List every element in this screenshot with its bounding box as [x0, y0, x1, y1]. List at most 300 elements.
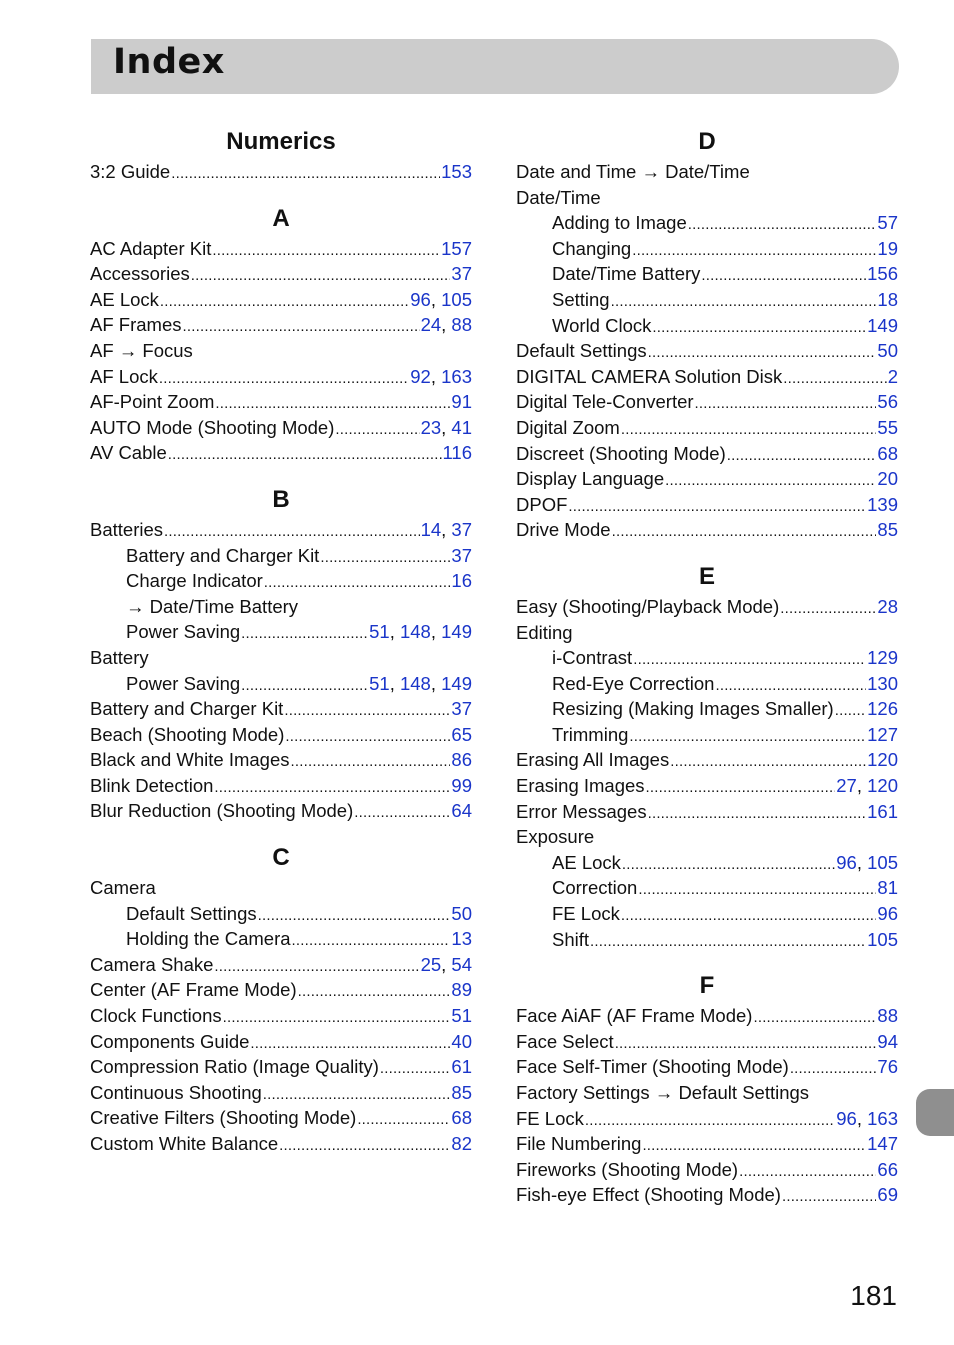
index-subentry [516, 313, 898, 339]
page-link[interactable]: 148 [399, 672, 431, 694]
page-references [877, 901, 898, 927]
page-link[interactable]: 161 [867, 800, 898, 822]
dot-leader [612, 519, 877, 545]
index-entry [516, 466, 898, 492]
entry-label: Beach (Shooting Mode) [90, 723, 285, 745]
dot-leader [335, 417, 419, 443]
page-link[interactable]: 64 [451, 800, 472, 822]
dot-leader [285, 724, 450, 750]
index-subentry [516, 927, 898, 953]
page-link[interactable]: 120 [867, 749, 898, 771]
page-references [421, 517, 472, 543]
entry-label: Camera [90, 877, 156, 899]
entry-label: AUTO Mode (Shooting Mode) [90, 416, 335, 438]
index-entry [90, 696, 472, 722]
page-references [867, 799, 898, 825]
entry-label: AV Cable [90, 442, 167, 464]
page-references [451, 1029, 472, 1055]
page-references [451, 926, 472, 952]
entry-label: Erasing All Images [516, 749, 670, 771]
page-link[interactable]: 37 [451, 698, 472, 720]
entry-label: Face Select [516, 1030, 614, 1052]
page-link[interactable]: 96 [836, 851, 857, 873]
index-title-banner [91, 39, 899, 94]
page-references [451, 1003, 472, 1029]
entry-label: Battery and Charger Kit [90, 698, 284, 720]
dot-leader [160, 289, 409, 315]
index-entry [516, 492, 898, 518]
page-link[interactable]: 69 [877, 1184, 898, 1206]
dot-leader [250, 1031, 450, 1057]
page-separator: , [389, 621, 400, 643]
section-heading: E [698, 562, 715, 590]
entry-label: Erasing Images [516, 775, 645, 797]
page-references [451, 696, 472, 722]
dot-leader [621, 417, 877, 443]
index-entry [516, 338, 898, 364]
index-entry [90, 415, 472, 441]
index-entry [90, 1105, 472, 1131]
entry-label: Digital Tele-Converter [516, 391, 694, 413]
dot-leader [258, 903, 451, 929]
index-entry [90, 261, 472, 287]
entry-label: Date and Time → Date/Time [516, 161, 750, 182]
page-link[interactable]: 40 [451, 1030, 472, 1052]
index-entry [90, 440, 472, 466]
page-references [451, 1131, 472, 1157]
dot-leader [633, 647, 866, 673]
dot-leader [264, 570, 451, 596]
dot-leader [629, 724, 866, 750]
index-entry [516, 517, 898, 543]
index-entry [516, 364, 898, 390]
page-link[interactable]: 129 [867, 647, 898, 669]
index-entry [516, 1029, 898, 1055]
index-entry [516, 389, 898, 415]
page-title: Index [113, 42, 225, 82]
entry-label: Date/Time Battery [552, 263, 701, 285]
index-entry [516, 1157, 898, 1183]
page-link[interactable]: 149 [441, 621, 472, 643]
section-heading: F [699, 972, 715, 1000]
index-entry [516, 773, 898, 799]
page-references [836, 1106, 898, 1132]
index-subentry [516, 671, 898, 697]
page-link[interactable]: 96 [836, 1107, 857, 1129]
dot-leader [652, 315, 866, 341]
entry-label: Blink Detection [90, 774, 214, 796]
dot-leader [642, 1133, 866, 1159]
dot-leader [380, 1056, 451, 1082]
index-subentry [516, 287, 898, 313]
dot-leader [835, 698, 866, 724]
page-link[interactable]: 85 [877, 519, 898, 541]
dot-leader [648, 801, 867, 827]
page-link[interactable]: 19 [877, 237, 898, 259]
dot-leader [568, 494, 866, 520]
page-link[interactable]: 105 [867, 928, 898, 950]
page-references [451, 747, 472, 773]
dot-leader [739, 1159, 876, 1185]
section-heading: A [272, 204, 290, 232]
page-references [410, 287, 472, 313]
index-entry [90, 952, 472, 978]
dot-leader [615, 1031, 877, 1057]
page-link[interactable]: 51 [369, 621, 390, 643]
entry-label: Camera Shake [90, 953, 214, 975]
page-link[interactable]: 41 [451, 416, 472, 438]
page-link[interactable]: 13 [451, 928, 472, 950]
page-link[interactable]: 96 [410, 288, 431, 310]
page-references [877, 466, 898, 492]
entry-label: Charge Indicator [126, 570, 263, 592]
dot-leader [214, 954, 419, 980]
page-references [877, 210, 898, 236]
dot-leader [223, 1005, 451, 1031]
dot-leader [354, 800, 450, 826]
entry-label: Changing [552, 237, 632, 259]
index-subentry [516, 261, 898, 287]
page-link[interactable]: 27 [836, 775, 857, 797]
index-entry [516, 1106, 898, 1132]
index-column-right [516, 120, 898, 1220]
page-link[interactable]: 163 [867, 1107, 898, 1129]
dot-leader [241, 673, 368, 699]
dot-leader [171, 161, 440, 187]
entry-label: DIGITAL CAMERA Solution Disk [516, 365, 783, 387]
page-link[interactable]: 51 [451, 1005, 472, 1027]
page-references [443, 440, 473, 466]
page-references [867, 645, 898, 671]
page-references [877, 338, 898, 364]
dot-leader [212, 238, 440, 264]
page-references [451, 901, 472, 927]
index-subentry [516, 696, 898, 722]
dot-leader [168, 442, 442, 468]
page-references [451, 1105, 472, 1131]
entry-label: Fireworks (Shooting Mode) [516, 1158, 739, 1180]
index-entry [90, 364, 472, 390]
index-subentry [516, 236, 898, 262]
dot-leader [292, 928, 451, 954]
page-references [867, 722, 898, 748]
index-entry [516, 1080, 898, 1106]
entry-label: Clock Functions [90, 1005, 222, 1027]
index-entry [516, 594, 898, 620]
page-link[interactable]: 25 [420, 953, 442, 975]
page-link[interactable]: 156 [867, 263, 898, 285]
entry-label: Exposure [516, 826, 595, 848]
entry-label: Setting [552, 288, 610, 310]
page-references [867, 492, 898, 518]
entry-label: Continuous Shooting [90, 1081, 262, 1103]
page-link[interactable]: 148 [399, 621, 431, 643]
index-entry [90, 1054, 472, 1080]
page-references [867, 261, 898, 287]
page-separator: , [389, 672, 400, 694]
page-link[interactable]: 127 [867, 723, 898, 745]
dot-leader [263, 1082, 451, 1108]
page-references [877, 415, 898, 441]
page-link[interactable]: 24 [420, 314, 442, 336]
entry-label: Battery and Charger Kit [126, 544, 320, 566]
page-link[interactable]: 37 [451, 263, 472, 285]
entry-label: Holding the Camera [126, 928, 291, 950]
entry-label: World Clock [552, 314, 652, 336]
entry-label: Components Guide [90, 1030, 250, 1052]
page-references [877, 1157, 898, 1183]
index-subentry [90, 619, 472, 645]
entry-label: Resizing (Making Images Smaller) [552, 698, 834, 720]
page-link[interactable]: 37 [451, 544, 472, 566]
page-link[interactable]: 147 [867, 1133, 898, 1155]
page-link[interactable]: 81 [877, 877, 898, 899]
page-link[interactable]: 96 [877, 903, 898, 925]
entry-label: Discreet (Shooting Mode) [516, 442, 726, 464]
index-entry [516, 185, 898, 211]
dot-leader [191, 263, 451, 289]
entry-label: Shift [552, 928, 590, 950]
page-references [410, 364, 472, 390]
page-link[interactable]: 68 [877, 442, 898, 464]
page-link[interactable]: 57 [877, 212, 898, 234]
page-references [867, 671, 898, 697]
page-link[interactable]: 28 [877, 595, 898, 617]
page-link[interactable]: 50 [451, 902, 472, 924]
index-entry [90, 977, 472, 1003]
page-references [877, 389, 898, 415]
dot-leader [780, 596, 876, 622]
page-link[interactable]: 149 [441, 672, 472, 694]
page-separator: , [856, 1107, 868, 1129]
page-separator: , [856, 775, 868, 797]
index-entry [516, 799, 898, 825]
index-entry [516, 1054, 898, 1080]
page-link[interactable]: 126 [867, 698, 898, 720]
page-link[interactable]: 66 [877, 1158, 898, 1180]
entry-label: AF-Point Zoom [90, 391, 215, 413]
dot-leader [638, 877, 876, 903]
page-link[interactable]: 149 [867, 314, 898, 336]
page-separator: , [441, 314, 452, 336]
page-link[interactable]: 65 [451, 723, 472, 745]
page-references [441, 236, 472, 262]
entry-label: Face AiAF (AF Frame Mode) [516, 1005, 753, 1027]
section-heading: B [272, 485, 290, 513]
dot-leader [241, 621, 368, 647]
entry-label: FE Lock [552, 903, 620, 925]
dot-leader [298, 979, 451, 1005]
dot-leader [159, 366, 409, 392]
page-link[interactable]: 20 [877, 468, 898, 490]
page-link[interactable]: 61 [451, 1056, 472, 1078]
page-number: 181 [850, 1280, 897, 1311]
index-section [516, 964, 898, 1208]
entry-label: Date/Time [516, 186, 601, 208]
page-references [867, 927, 898, 953]
entry-label: Face Self-Timer (Shooting Mode) [516, 1056, 789, 1078]
entry-label: Adding to Image [552, 212, 687, 234]
entry-label: i-Contrast [552, 647, 633, 669]
page-separator: , [441, 518, 452, 540]
dot-leader [670, 749, 866, 775]
index-entry [90, 773, 472, 799]
dot-leader [320, 545, 450, 571]
page-references [867, 696, 898, 722]
index-entry [516, 1003, 898, 1029]
page-references [441, 159, 472, 185]
page-link[interactable]: 120 [867, 775, 898, 797]
page-link[interactable]: 2 [887, 365, 898, 387]
index-subentry [90, 671, 472, 697]
page-link[interactable]: 18 [877, 288, 898, 310]
entry-label: Error Messages [516, 800, 647, 822]
dot-leader [590, 929, 866, 955]
entry-label: Trimming [552, 723, 629, 745]
entry-label: Power Saving [126, 672, 241, 694]
page-link[interactable]: 88 [877, 1005, 898, 1027]
page-link[interactable]: 51 [369, 672, 390, 694]
index-subentry [90, 543, 472, 569]
index-entry [90, 1080, 472, 1106]
page-link[interactable]: 89 [451, 979, 472, 1001]
entry-label: FE Lock [516, 1107, 584, 1129]
index-section [516, 555, 898, 952]
dot-leader [688, 212, 877, 238]
page-link[interactable]: 105 [867, 851, 898, 873]
entry-label: AF → Focus [90, 339, 193, 361]
page-references [421, 415, 472, 441]
page-references [877, 594, 898, 620]
page-link[interactable]: 163 [441, 365, 472, 387]
section-heading: D [698, 128, 716, 155]
page-link[interactable]: 99 [451, 774, 472, 796]
page-references [877, 1029, 898, 1055]
index-section [90, 836, 472, 1157]
page-link[interactable]: 88 [451, 314, 472, 336]
entry-label: 3:2 Guide [90, 161, 171, 182]
page-references [369, 619, 472, 645]
entry-label: Easy (Shooting/Playback Mode) [516, 595, 780, 617]
index-entry [90, 722, 472, 748]
dot-leader [665, 468, 876, 494]
entry-label: Custom White Balance [90, 1133, 279, 1154]
page-link[interactable]: 105 [441, 288, 472, 310]
page-link[interactable]: 56 [877, 391, 898, 413]
dot-leader [622, 852, 835, 878]
page-link[interactable]: 50 [877, 340, 898, 362]
page-link[interactable]: 85 [451, 1081, 472, 1103]
index-entry [90, 645, 472, 671]
index-entry [516, 441, 898, 467]
page-link[interactable]: 37 [451, 518, 472, 540]
entry-label: Correction [552, 877, 638, 899]
entry-label: Accessories [90, 263, 190, 285]
entry-label: AE Lock [90, 288, 159, 310]
index-entry [90, 287, 472, 313]
entry-label: AE Lock [552, 851, 621, 873]
page-references [877, 1182, 898, 1208]
page-references [836, 850, 898, 876]
page-link[interactable]: 55 [877, 416, 898, 438]
page-separator: , [441, 953, 452, 975]
index-subentry [516, 850, 898, 876]
dot-leader [715, 673, 866, 699]
page-link[interactable]: 82 [451, 1133, 472, 1154]
dot-leader [632, 238, 876, 264]
index-subentry [90, 568, 472, 594]
page-link[interactable]: 153 [441, 161, 472, 182]
page-link[interactable]: 139 [867, 493, 898, 515]
dot-leader [357, 1107, 450, 1133]
page-references [451, 261, 472, 287]
page-link[interactable]: 68 [451, 1107, 472, 1129]
dot-leader [727, 443, 877, 469]
page-link[interactable]: 130 [867, 672, 898, 694]
page-separator: , [441, 416, 452, 438]
page-link[interactable]: 23 [420, 416, 442, 438]
entry-label: Battery [90, 646, 149, 668]
page-link[interactable]: 76 [877, 1056, 898, 1078]
dot-leader [279, 1133, 450, 1159]
page-link[interactable]: 92 [410, 365, 431, 387]
section-heading: Numerics [226, 128, 336, 155]
dot-leader [783, 366, 886, 392]
dot-leader [164, 519, 420, 545]
index-entry [90, 798, 472, 824]
entry-label: Default Settings [516, 340, 647, 362]
page-references [451, 773, 472, 799]
page-link[interactable]: 94 [877, 1030, 898, 1052]
page-link[interactable]: 116 [442, 442, 472, 464]
page-references [451, 722, 472, 748]
index-section [516, 120, 898, 543]
page-link[interactable]: 16 [451, 570, 472, 592]
dot-leader [790, 1056, 877, 1082]
page-references [836, 773, 898, 799]
entry-label: Compression Ratio (Image Quality) [90, 1056, 379, 1078]
page-link[interactable]: 91 [451, 391, 472, 413]
page-references [888, 364, 898, 390]
page-references [451, 568, 472, 594]
dot-leader [782, 1184, 876, 1210]
entry-label: Default Settings [126, 902, 257, 924]
page-references [867, 313, 898, 339]
section-heading: C [272, 844, 290, 872]
page-separator: , [430, 365, 442, 387]
page-references [877, 287, 898, 313]
entry-label: File Numbering [516, 1133, 642, 1155]
page-link[interactable]: 157 [441, 237, 472, 259]
page-references [877, 1054, 898, 1080]
page-references [451, 1054, 472, 1080]
page-link[interactable]: 54 [451, 953, 472, 975]
page-link[interactable]: 86 [451, 749, 472, 771]
page-separator: , [856, 851, 868, 873]
dot-leader [646, 775, 836, 801]
page-link[interactable]: 14 [420, 518, 442, 540]
index-entry [90, 236, 472, 262]
page-references [867, 747, 898, 773]
index-subentry [516, 645, 898, 671]
index-column-left [90, 120, 472, 1169]
index-entry [90, 159, 472, 185]
entry-label: Center (AF Frame Mode) [90, 979, 297, 1001]
dot-leader [648, 340, 877, 366]
dot-leader [701, 263, 866, 289]
index-entry [90, 747, 472, 773]
dot-leader [753, 1005, 876, 1031]
